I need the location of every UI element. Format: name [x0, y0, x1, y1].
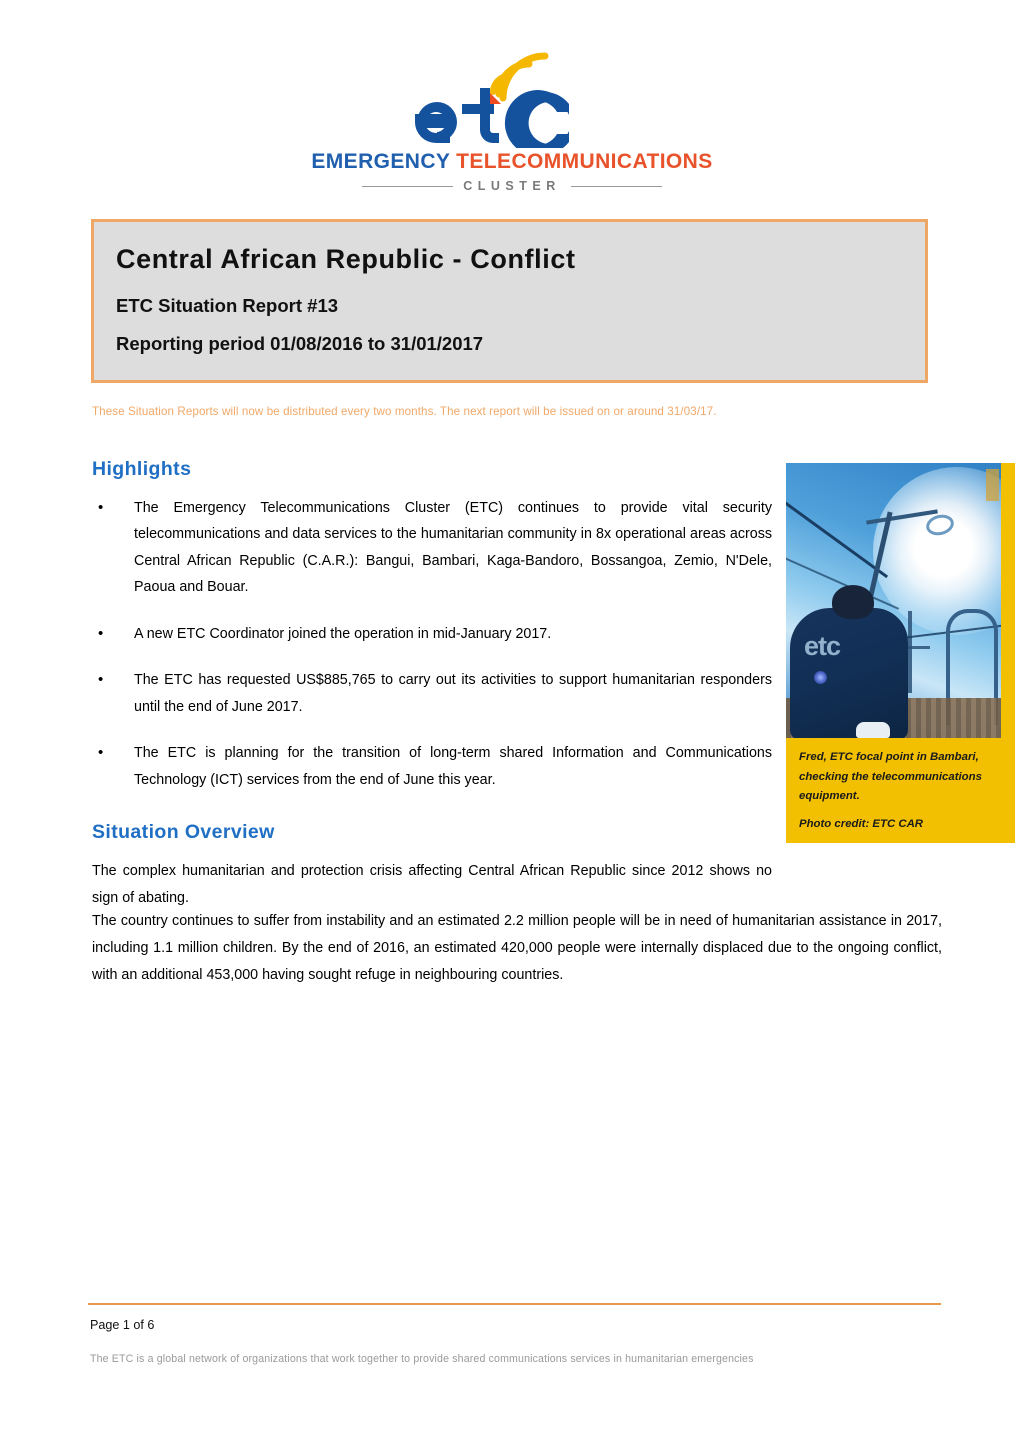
- lens-flare: [814, 671, 827, 684]
- photo-caption-box: [786, 738, 1015, 843]
- list-item: • The Emergency Telecommunications Cluster (ETC) continues to provide vital security telecommunications and data services to the humanitarian community in 8x operational areas across Central African Republic (C.A.R.): Bangui, Bambari, Kaga-Bandoro, Bossangoa, Zemio, N'Dele, Paoua and Bouar.: [92, 495, 772, 601]
- list-item: • A new ETC Coordinator joined the operation in mid-January 2017.: [92, 621, 772, 647]
- highlights-list: [92, 495, 772, 793]
- section-heading-highlights: Highlights: [92, 458, 192, 480]
- reporting-period: Reporting period 01/08/2016 to 31/01/2017: [116, 333, 484, 354]
- wide-content-column: [92, 908, 942, 1007]
- footer-tagline: The ETC is a global network of organizations that work together to provide shared communications services in humanitarian emergencies: [90, 1353, 754, 1365]
- distribution-note: These Situation Reports will now be distributed every two months. The next report will be issued on or around 31/03/17.: [92, 405, 717, 418]
- technician-shoe: [856, 722, 890, 738]
- etc-logo-wordmark: [311, 150, 712, 174]
- report-number: ETC Situation Report #13: [116, 295, 339, 316]
- logo-cluster-row: [362, 179, 662, 193]
- section-heading-situation-overview: Situation Overview: [92, 820, 275, 843]
- logo-word-cluster: CLUSTER: [463, 179, 561, 193]
- etc-logo-svg: [407, 52, 617, 148]
- situation-paragraph-1: The complex humanitarian and protection crisis affecting Central African Republic since 2012 shows no sign of abating.: [92, 862, 772, 907]
- photo-figure: [786, 463, 1015, 843]
- photo-corner-detail: [986, 469, 999, 501]
- photo-yellow-edge: [1001, 463, 1015, 738]
- shirt-etc-logo: etc: [804, 631, 841, 661]
- main-content-column: [92, 458, 772, 930]
- footer-divider: [88, 1303, 941, 1305]
- photo-technician-antenna: [786, 463, 1015, 738]
- report-title-box: [91, 219, 928, 383]
- technician-body: [790, 608, 908, 738]
- logo-rule-right: [571, 186, 662, 187]
- etc-logo: [0, 52, 1024, 193]
- logo-rule-left: [362, 186, 453, 187]
- list-item: • The ETC is planning for the transition of long-term shared Information and Communications Technology (ICT) services from the end of June this year.: [92, 740, 772, 793]
- etc-logo-mark: [407, 52, 617, 148]
- logo-word-emergency: EMERGENCY: [311, 150, 450, 173]
- page-number: Page 1 of 6: [90, 1318, 155, 1332]
- technician-head: [832, 585, 874, 619]
- situation-paragraph-2: The country continues to suffer from instability and an estimated 2.2 million people will be in need of humanitarian assistance in 2017, including 1.1 million children. By the end of 2016, an estimated 420,000 people were internally displaced due to the ongoing conflict, with an additional 453,000 having sought refuge in neighbouring countries.: [92, 913, 942, 984]
- list-item: • The ETC has requested US$885,765 to carry out its activities to support humanitarian responders until the end of June 2017.: [92, 667, 772, 720]
- logo-word-telecommunications: TELECOMMUNICATIONS: [449, 150, 713, 173]
- page-title: Central African Republic - Conflict: [116, 244, 576, 274]
- photo-credit: Photo credit: ETC CAR: [799, 817, 924, 830]
- photo-caption: Fred, ETC focal point in Bambari, checking the telecommunications equipment.: [799, 751, 982, 803]
- background-tower: [908, 611, 912, 693]
